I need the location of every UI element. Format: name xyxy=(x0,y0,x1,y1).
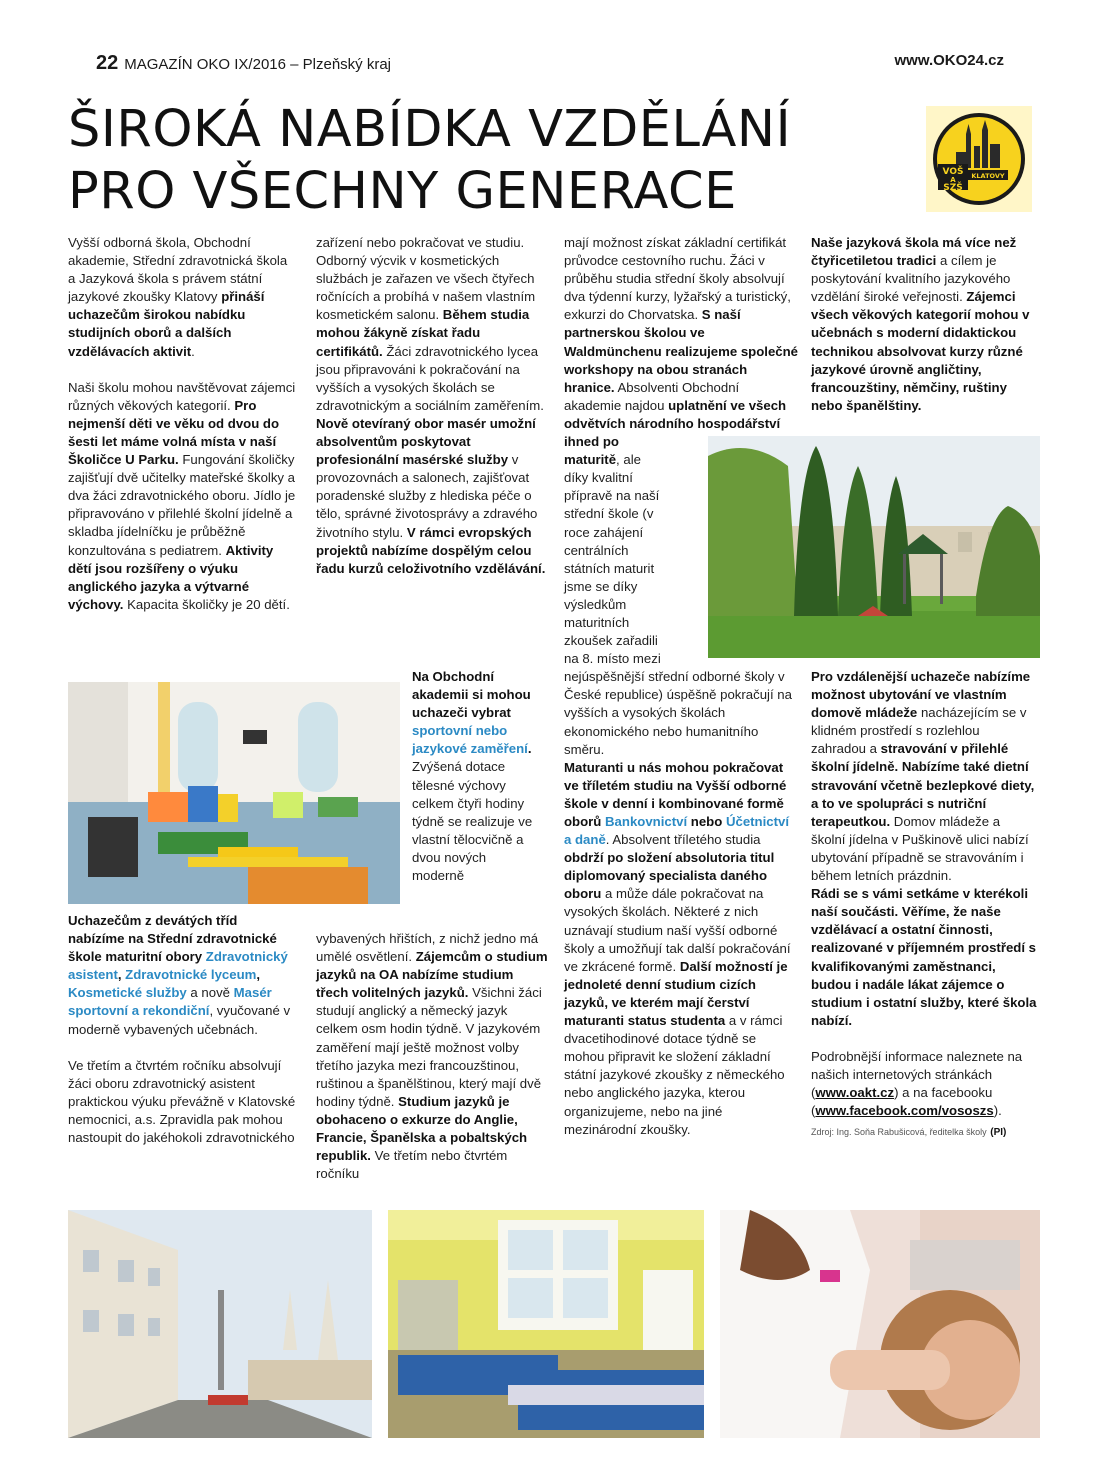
col2-paragraph-3 xyxy=(316,930,548,1183)
text-bold: Během studia mohou žákyně získat řadu certifikátů. xyxy=(316,307,530,359)
text: Ve třetím nebo čtvrtém ročníku xyxy=(316,1148,508,1182)
text-bold: , xyxy=(117,967,126,983)
text: , vyučované v moderně vybavených učebnách. xyxy=(68,1003,291,1037)
program-link-maser[interactable]: Masér sportovní a rekondiční xyxy=(68,985,272,1019)
text: a může dále pokračovat na vysokých školách. Některé z nich uznávají studium naší vyšší odborné školy a umožňují tak další pokračování ve zkrácené formě. xyxy=(564,886,791,974)
col3-paragraph-2 xyxy=(564,759,798,1139)
text: a cílem je poskytování kvalitního jazykového vzdělání široké veřejnosti. xyxy=(811,253,1011,305)
program-link-zdravotnicky-asistent[interactable]: Zdravotnický asistent xyxy=(68,949,288,983)
program-link-bankovnictvi[interactable]: Bankovnictví xyxy=(605,814,688,829)
text: mají možnost získat základní certifikát průvodce cestovního ruchu. Žáci v průběhu studia střední školy absolvují dva týdenní kurzy, lyžařský a turistický, exkurzi do Chorvatska. xyxy=(564,235,791,323)
page-number: 22 xyxy=(96,52,119,74)
text-bold: stravování v přilehlé školní jídelně. Nabízíme také dietní stravování včetně bezlepkové diety, a to ve spolupráci s nutriční terapeutkou. xyxy=(811,741,1035,829)
text-bold: Rádi se s vámi setkáme v kterékoli naší součásti. Věříme, že naše vzdělávací a ostatní činnosti, realizované v příjemném prostředí s kvalifikovanými zaměstnanci, budou i nadále lákat zájemce o studium i ostatní služby, které škola nabízí. xyxy=(811,886,1037,1028)
col4-paragraph-3 xyxy=(811,885,1037,1030)
text-bold: , xyxy=(256,967,261,983)
text: Fungování školičky zajišťují dvě učitelky mateřské školky a dva žáci zdravotnického oboru. Jídlo je připravováno v přilehlé školní jídelně a skladba jídelníčku je průběžně konzultována s pediatrem. xyxy=(68,452,296,558)
school-logo xyxy=(926,106,1032,212)
text-bold: V rámci evropských projektů nabízíme dospělým celou řadu kurzů celoživotního vzdělávání. xyxy=(316,524,546,576)
text: Absolventi Obchodní akademie najdou xyxy=(564,379,740,413)
program-link-ucetnictvi[interactable]: Účetnictví a daně xyxy=(564,814,789,848)
text: a nově xyxy=(186,985,234,1001)
column-2-lower xyxy=(316,930,548,1183)
text: Všichni žáci studují anglický a německý jazyk celkem osm hodin týdně. V jazykovém zaměření mají ještě možnost volby třetího jazyka mezi francouzštinou, ruštinou a španělštinou, který mají dvě hodiny týdně. xyxy=(316,985,542,1109)
website-link-oakt[interactable]: www.oakt.cz xyxy=(815,1085,895,1101)
col2-oa-paragraph xyxy=(412,668,538,885)
photo-nursing-classroom xyxy=(388,1210,704,1438)
text: Vyšší odborná škola, Obchodní akademie, Střední zdravotnická škola a Jazyková škola s právem státní jazykové zkoušky Klatovy xyxy=(68,235,288,305)
logo-text-city: KLATOVY xyxy=(971,172,1005,180)
column-2 xyxy=(316,234,548,578)
text: ) a na facebooku ( xyxy=(811,1085,993,1119)
headline-line1: ŠIROKÁ NABÍDKA VZDĚLÁNÍ xyxy=(68,100,792,159)
text-bold: přináší uchazečům širokou nabídku studijních oborů a dalších vzdělávacích aktivit xyxy=(68,289,265,359)
column-2-oa xyxy=(412,668,538,885)
text-bold: Na Obchodní akademii si mohou uchazeči vybrat xyxy=(412,669,531,721)
text: Kapacita školičky je 20 dětí. xyxy=(123,596,290,612)
column-1-lower xyxy=(68,912,296,1147)
magazine-issue: MAGAZÍN OKO IX/2016 – Plzeňský kraj xyxy=(124,56,392,73)
col4-paragraph-2 xyxy=(811,668,1037,885)
text: . xyxy=(191,343,195,359)
photo-manicure-lesson xyxy=(720,1210,1040,1438)
logo-text-szs: SZŠ xyxy=(943,183,963,193)
text-bold: Uchazečům z devátých tříd nabízíme na Střední zdravotnické škole maturitní obory xyxy=(68,913,277,965)
page-header xyxy=(96,52,391,75)
text: ). xyxy=(993,1103,1002,1119)
zamereni-link[interactable]: sportovní nebo jazykové zaměření xyxy=(412,723,528,757)
text-bold: Maturanti u nás mohou pokračovat ve tříletém studiu na Vyšší odborné škole v denní i kombinované formě oborů xyxy=(564,759,787,829)
photo-street-view xyxy=(68,1210,372,1438)
text: zařízení nebo pokračovat ve studiu. Odborný výcvik v kosmetických službách je zařazen ve všech čtyřech ročnících a probíhá v našem vlastním kosmetickém salonu. xyxy=(316,235,536,323)
col4-paragraph-4 xyxy=(811,1048,1037,1120)
logo-text-a: A xyxy=(950,176,956,184)
text-bold: . xyxy=(527,741,532,757)
text: Zvýšená dotace tělesné výchovy celkem čtyři hodiny týdně se realizuje ve vlastní tělocvičně a dvou nových moderně xyxy=(412,759,533,884)
photo-kindergarten-room xyxy=(68,682,400,904)
text: , ale díky kvalitní přípravě na naší střední škole (v roce zahájení centrálních státních maturit jsme se díky výsledkům maturitních zkoušek zařadili na 8. místo mezi nejúspěšnější střední odborné školy v České republice) úspěšně pokračují na vyšších a vysokých školách ekonomického nebo humanitního směru. xyxy=(564,452,792,757)
text-bold: Aktivity dětí jsou rozšířeny o výuku anglického jazyka a výtvarné výchovy. xyxy=(68,542,274,612)
text: . Absolvent tříletého studia xyxy=(605,832,761,848)
text: Podrobnější informace naleznete na našich internetových stránkách ( xyxy=(811,1048,1023,1101)
text: v provozovnách a salonech, zajišťovat poradenské služby z hlediska péče o tělo, správné životosprávy a zdravého životního stylu. xyxy=(316,452,538,540)
credit-tag: (PI) xyxy=(990,1127,1007,1139)
photo-credit xyxy=(811,1122,1037,1142)
facebook-link[interactable]: www.facebook.com/vososzs xyxy=(815,1103,994,1119)
col1-paragraph-2 xyxy=(68,379,296,614)
column-3 xyxy=(564,234,798,1139)
text-bold: Naše jazyková škola má více než čtyřicetiletou tradici xyxy=(811,235,1017,269)
logo-text-vos: VOŠ xyxy=(942,167,964,177)
text: a v rámci dvacetihodinové dotace týdně se mohou připravit ke složení základní státní jazykové zkoušky z německého nebo anglického jazyka, kterou organizujeme, nebo na jiné mezinárodní zkoušky. xyxy=(564,1013,785,1137)
credit-text: Zdroj: Ing. Soňa Rabušicová, ředitelka školy xyxy=(811,1127,987,1138)
text-bold: Zájemcům o studium jazyků na OA nabízíme studium třech volitelných jazyků. xyxy=(316,949,548,1001)
program-link-kosmeticke-sluzby[interactable]: Kosmetické služby xyxy=(68,985,187,1001)
photo-school-courtyard xyxy=(708,436,1040,658)
col1-paragraph-4: Ve třetím a čtvrtém ročníku absolvují žáci oboru zdravotnický asistent praktickou výuku převážně v Klatovské nemocnici, a.s. Zpravidla pak mohou nastoupit do jakéhokoli zdravotnického xyxy=(68,1057,296,1146)
col4-paragraph-1 xyxy=(811,234,1037,415)
text: Naši školu mohou navštěvovat zájemci různých věkových kategorií. xyxy=(68,379,296,413)
headline-line2: PRO VŠECHNY GENERACE xyxy=(68,162,737,221)
text-bold: Nově otevíraný obor masér umožní absolventům poskytovat profesionální masérské služby xyxy=(316,415,536,468)
text: Žáci zdravotnického lycea jsou připravováni k pokračování na vyšších a vysokých školách se zdravotnickým a sociálním zaměřením. xyxy=(316,343,544,413)
text-bold: Pro nejmenší děti ve věku od dvou do šesti let máme volná místa v naší Školičce U Parku. xyxy=(68,397,280,468)
text-bold: nebo xyxy=(687,814,726,829)
text: vybavených hřištích, z nichž jedno má umělé osvětlení. xyxy=(316,931,539,965)
text-bold: uplatnění ve všech odvětvích národního hospodářství ihned po maturitě xyxy=(564,397,787,468)
text-bold: Zájemci všech věkových kategorií mohou v učebnách s moderní didaktickou technikou absolvovat kurzy různé jazykové úrovně angličtiny, francouzštiny, němčiny, ruštiny nebo španělštiny. xyxy=(811,289,1030,413)
website-link[interactable]: www.OKO24.cz xyxy=(894,52,1004,69)
column-4 xyxy=(811,234,1037,415)
text-bold: Další možností je jednoleté denní studium cizích jazyků, ve kterém mají čerství maturanti status studenta xyxy=(564,958,788,1029)
text-bold: S naší partnerskou školou ve Waldmünchenu realizujeme společné workshopy na obou stranách hranice. xyxy=(564,307,799,395)
text: nacházejícím se v klidném prostředí s rozlehlou zahradou a xyxy=(811,705,1027,757)
text: Domov mládeže a školní jídelna v Puškinově ulici nabízí ubytování případně se stravováním i během letních prázdnin. xyxy=(811,813,1029,884)
text-bold: Pro vzdálenější uchazeče nabízíme možnost ubytování ve vlastním domově mládeže xyxy=(811,669,1031,721)
col1-paragraph-3 xyxy=(68,912,296,1039)
program-link-zdravotnicke-lyceum[interactable]: Zdravotnické lyceum xyxy=(125,967,257,983)
column-1 xyxy=(68,234,296,614)
col1-intro xyxy=(68,234,296,361)
column-4-lower xyxy=(811,668,1037,1142)
text-bold: Studium jazyků je obohaceno o exkurze do Anglie, Francie, Španělska a pobaltských republik. xyxy=(316,1093,528,1164)
col2-paragraph-1 xyxy=(316,234,548,578)
text-bold: obdrží po složení absolutoria titul diplomovaný specialista daného oboru xyxy=(564,850,775,902)
